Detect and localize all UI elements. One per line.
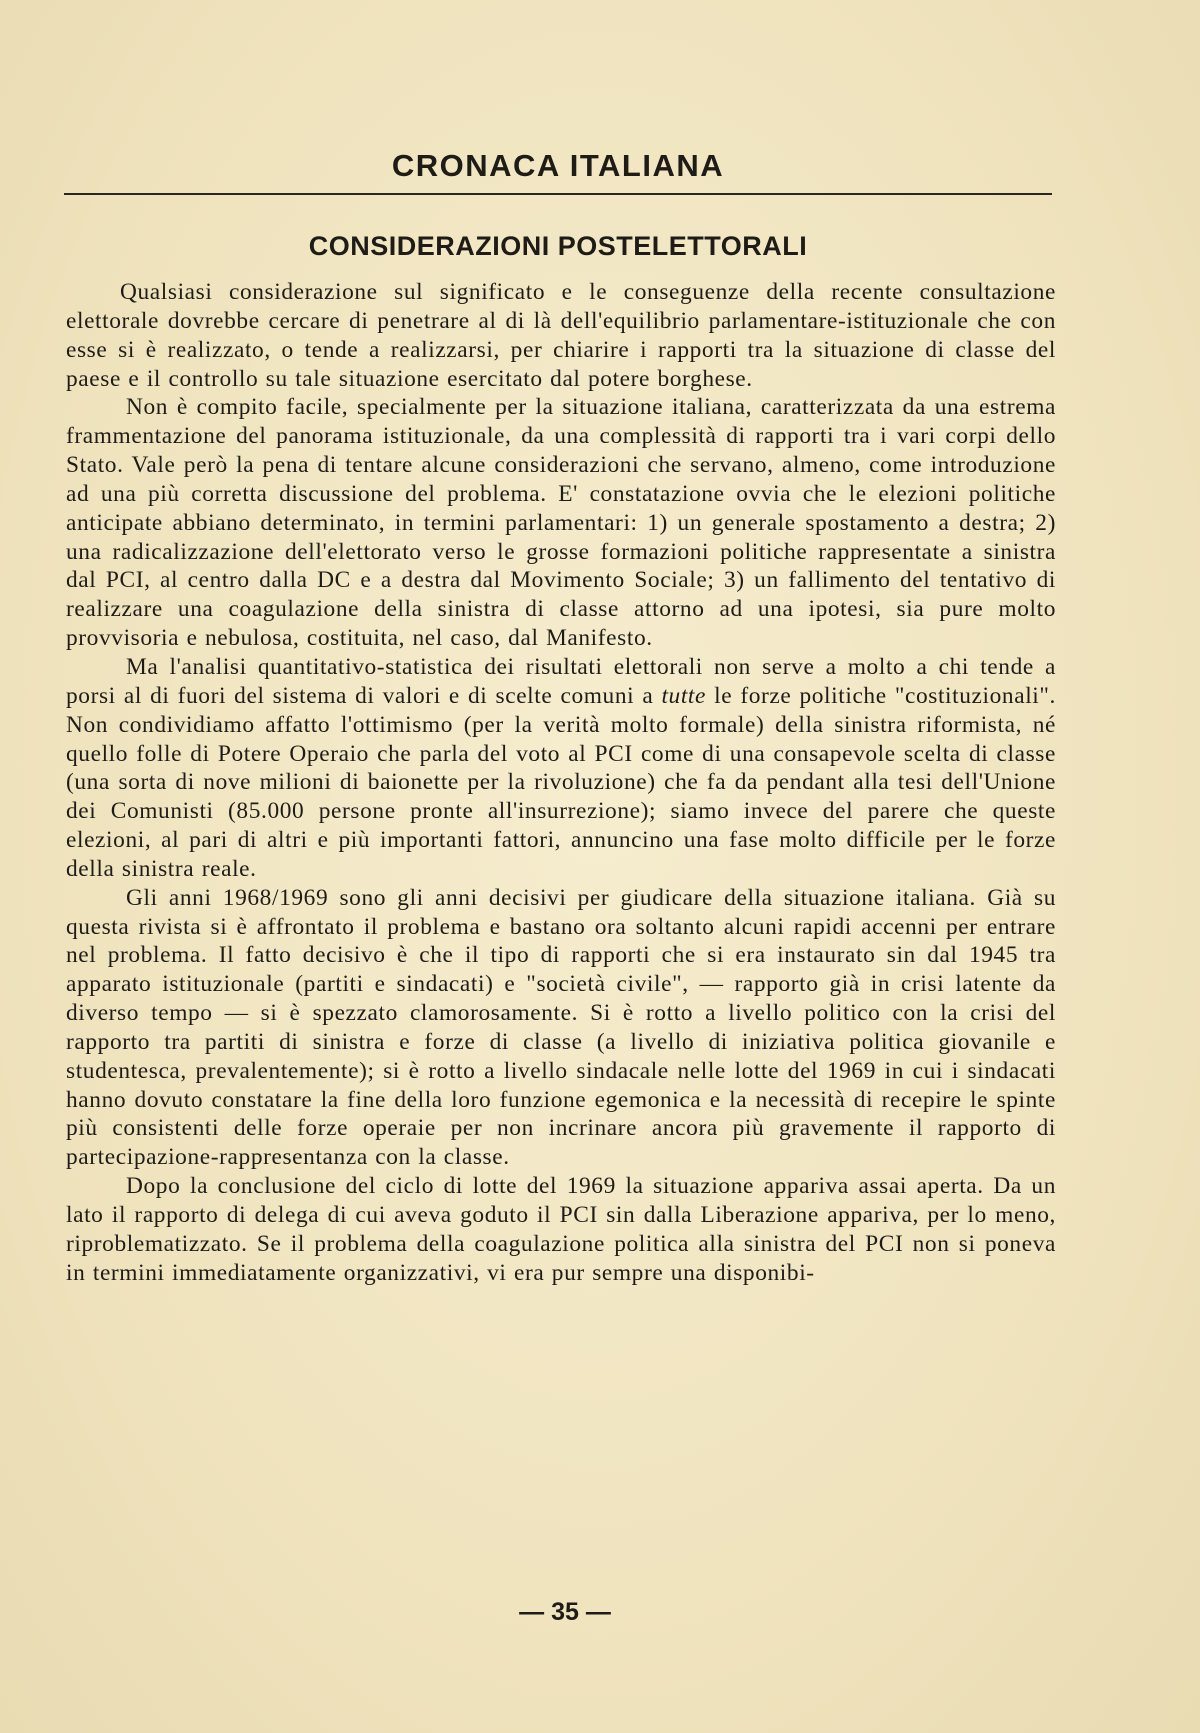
header-rule	[64, 193, 1052, 195]
paragraph-3	[66, 653, 1056, 884]
paragraph-3-text-start: Ma l'analisi quantitativo-statistica dei risultati elettorali non serve a molto a chi tende a porsi al di fuori del sistema di valori e di scelte comuni a	[66, 653, 1056, 709]
page-number: — 35 —	[519, 1598, 611, 1626]
paragraph-3-text-end: le forze politiche "costituzionali". Non condividiamo affatto l'ottimismo (per la verità molto formale) della sinistra riformista, né quello folle di Potere Operaio che parla del voto al PCI come di una consapevole scelta di classe (una sorta di nove milioni di baionette per la rivoluzione) che fa da pendant alla tesi dell'Unione dei Comunisti (85.000 persone pronte all'insurrezione); siamo invece del parere che queste elezioni, al pari di altri e più importanti fattori, annuncino una fase molto difficile per le forze della sinistra reale.	[66, 682, 1056, 882]
section-header: CRONACA ITALIANA	[391, 148, 725, 183]
paragraph-2: Non è compito facile, specialmente per la situazione italiana, caratterizzata da una estrema frammentazione del panorama istituzionale, da una complessità di rapporti tra i vari corpi dello Stato. Vale però la pena di tentare alcune considerazioni che servano, almeno, come introduzione ad una più corretta discussione del problema. E' constatazione ovvia che le elezioni politiche anticipate abbiano determinato, in termini parlamentari: 1) un generale spostamento a destra; 2) una radicalizzazione dell'elettorato verso le grosse formazioni politiche rappresentate a sinistra dal PCI, al centro dalla DC e a destra dal Movimento Sociale; 3) un fallimento del tentativo di realizzare una coagulazione della sinistra di classe attorno ad una ipotesi, sia pure molto provvisoria e nebulosa, costituita, nel caso, dal Manifesto.	[66, 394, 1056, 652]
article-title: CONSIDERAZIONI POSTELETTORALI	[308, 231, 808, 261]
article-body	[66, 278, 1056, 1288]
paragraph-5: Dopo la conclusione del ciclo di lotte del 1969 la situazione appariva assai aperta. Da un lato il rapporto di delega di cui aveva goduto il PCI sin dalla Liberazione appariva, per lo meno, riproblematizzato. Se il problema della coagulazione politica alla sinistra del PCI non si poneva in termini immediatamente organizzativi, vi era pur sempre una disponibi-	[66, 1173, 1056, 1286]
paragraph-4: Gli anni 1968/1969 sono gli anni decisivi per giudicare della situazione italiana. Già su questa rivista si è affrontato il problema e bastano ora soltanto alcuni rapidi accenni per entrare nel problema. Il fatto decisivo è che il tipo di rapporti che si era instaurato sin dal 1945 tra apparato istituzionale (partiti e sindacati) e "società civile", — rapporto già in crisi latente da diverso tempo — si è spezzato clamorosamente. Si è rotto a livello politico con la crisi del rapporto tra partiti di sinistra e forze di classe (a livello di iniziativa politica giovanile e studentesca, prevalentemente); si è rotto a livello sindacale nelle lotte del 1969 in cui i sindacati hanno dovuto constatare la fine della loro funzione egemonica e la necessità di recepire le spinte più consistenti delle forze operaie per non incrinare ancora più gravemente il rapporto di partecipazione-rappresentanza con la classe.	[66, 884, 1056, 1171]
paragraph-1: Qualsiasi considerazione sul significato e le conseguenze della recente consultazione elettorale dovrebbe cercare di penetrare al di là dell'equilibrio parlamentare-istituzionale che con esse si è realizzato, o tende a realizzarsi, per chiarire i rapporti tra la situazione di classe del paese e il controllo su tale situazione esercitato dal potere borghese.	[66, 279, 1056, 392]
emphasis-tutte: tutte	[661, 682, 707, 709]
